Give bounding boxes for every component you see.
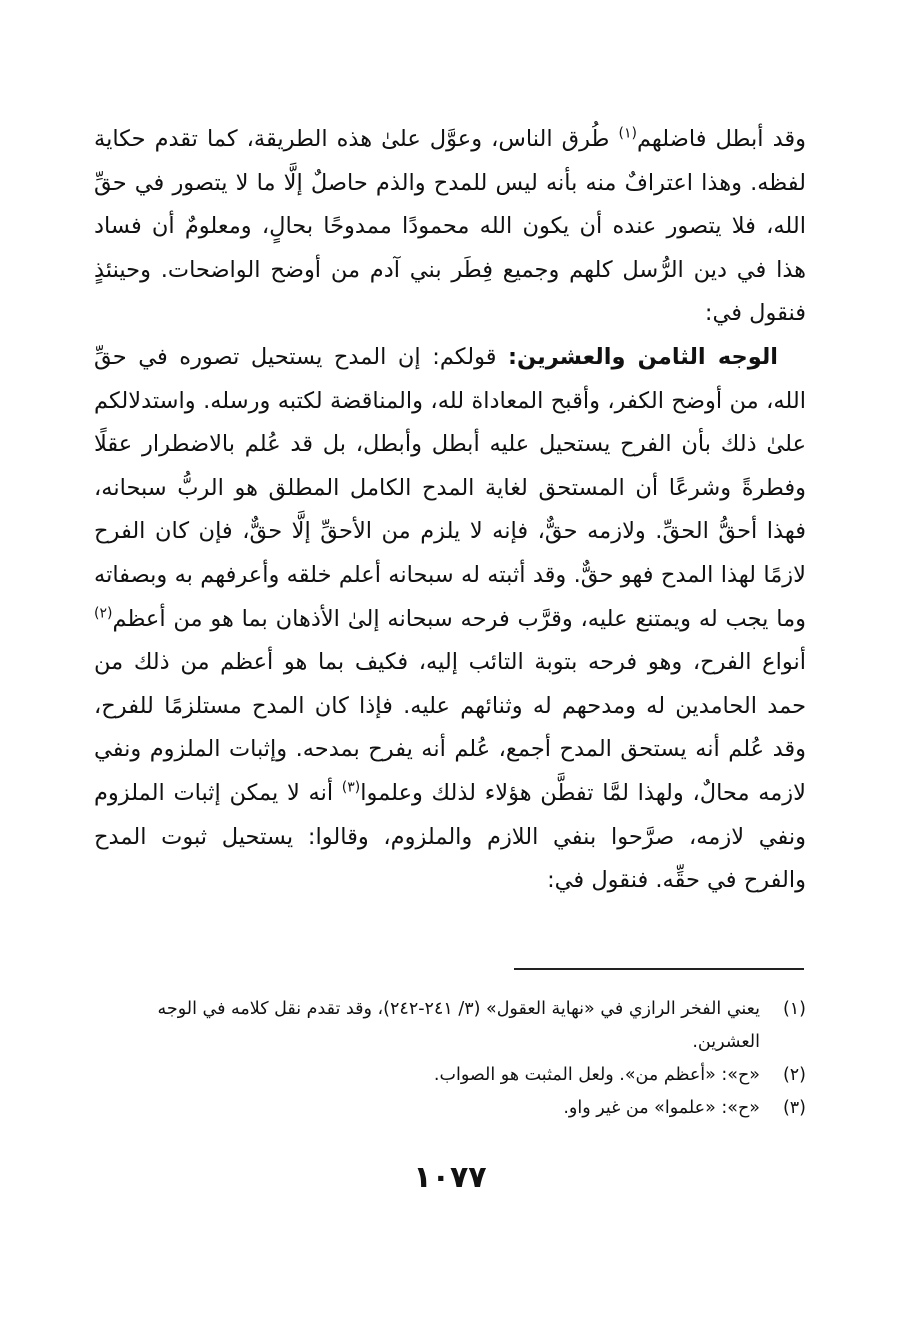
footnote-1 xyxy=(96,993,806,1059)
paragraph-1-text-b: طُرق الناس، وعوَّل علىٰ هذه الطريقة، كما تقدم حكاية لفظه. وهذا اعترافٌ منه بأنه ليس للمدح والذم حاصلٌ إلَّا ما لا يتصور في حقِّ الله، فلا يتصور عنده أن يكون الله محمودًا ممدوحًا بحالٍ، ومعلومٌ أن فساد هذا في دين الرُّسل كلهم وجميع فِطَر بني آدم من أوضح الواضحات. وحينئذٍ فنقول في: xyxy=(94,126,806,327)
paragraph-1-text-a: وقد أبطل فاضلهم xyxy=(636,126,807,152)
paragraph-2 xyxy=(94,336,806,903)
footnote-3-text: «ح»: «علموا» من غير واو. xyxy=(563,1098,760,1118)
paragraph-2-text-a: قولكم: إن المدح يستحيل تصوره في حقِّ الله، من أوضح الكفر، وأقبح المعاداة لله، والمناقضة لكتبه ورسله. واستدلالكم علىٰ ذلك بأن الفرح يستحيل عليه أبطل وأبطل، بل قد عُلم بالاضطرار عقلًا وفطرةً وشرعًا أن المستحق لغاية المدح الكامل المطلق هو الربُّ سبحانه، فهذا أحقُّ الحقِّ. ولازمه حقٌّ، فإنه لا يلزم من الأحقِّ إلَّا حقٌّ، فإن كان الفرح لازمًا لهذا المدح فهو حقٌّ. وقد أثبته له سبحانه أعلم خلقه وأعرفهم به وبصفاته وما يجب له ويمتنع عليه، وقرَّب فرحه سبحانه إلىٰ الأذهان بما هو من أعظم xyxy=(94,343,806,632)
footnote-1-text: يعني الفخر الرازي في «نهاية العقول» (٣/ ٢٤١-٢٤٢)، وقد تقدم نقل كلامه في الوجه العشرين. xyxy=(157,999,760,1052)
footnote-ref-2: (٢) xyxy=(94,605,113,622)
paragraph-2-text-b: أنواع الفرح، وهو فرحه بتوبة التائب إليه، فكيف بما هو أعظم من ذلك من حمد الحامدين له ومدحهم له وثنائهم عليه. فإذا كان المدح مستلزمًا للفرح، وقد عُلم أنه يستحق المدح أجمع، عُلم أنه يفرح بمدحه. وإثبات الملزوم ونفي لازمه محالٌ، ولهذا لمَّا تفطَّن هؤلاء لذلك وعلموا xyxy=(94,649,807,806)
footnote-3-number: (٣) xyxy=(782,1098,806,1118)
page-number: ١٠٧٧ xyxy=(413,1160,487,1195)
section-heading: الوجه الثامن والعشرين: xyxy=(508,343,778,370)
main-text xyxy=(94,118,806,903)
footnote-ref-1: (١) xyxy=(618,125,637,142)
paragraph-2-text-c: أنه لا يمكن إثبات الملزوم ونفي لازمه، صرَّحوا بنفي اللازم والملزوم، وقالوا: يستحيل ثبوت المدح والفرح في حقِّه. فنقول في: xyxy=(94,779,806,894)
footnote-2-number: (٢) xyxy=(782,1065,806,1085)
footnote-3 xyxy=(96,1092,806,1125)
footnote-divider xyxy=(514,968,804,970)
footnote-2-text: «ح»: «أعظم من». ولعل المثبت هو الصواب. xyxy=(433,1065,760,1085)
footnote-2 xyxy=(96,1059,806,1092)
paragraph-1 xyxy=(94,118,806,336)
footnote-ref-3: (٣) xyxy=(341,779,361,796)
footnote-1-number: (١) xyxy=(782,999,806,1019)
footnotes xyxy=(96,993,806,1125)
